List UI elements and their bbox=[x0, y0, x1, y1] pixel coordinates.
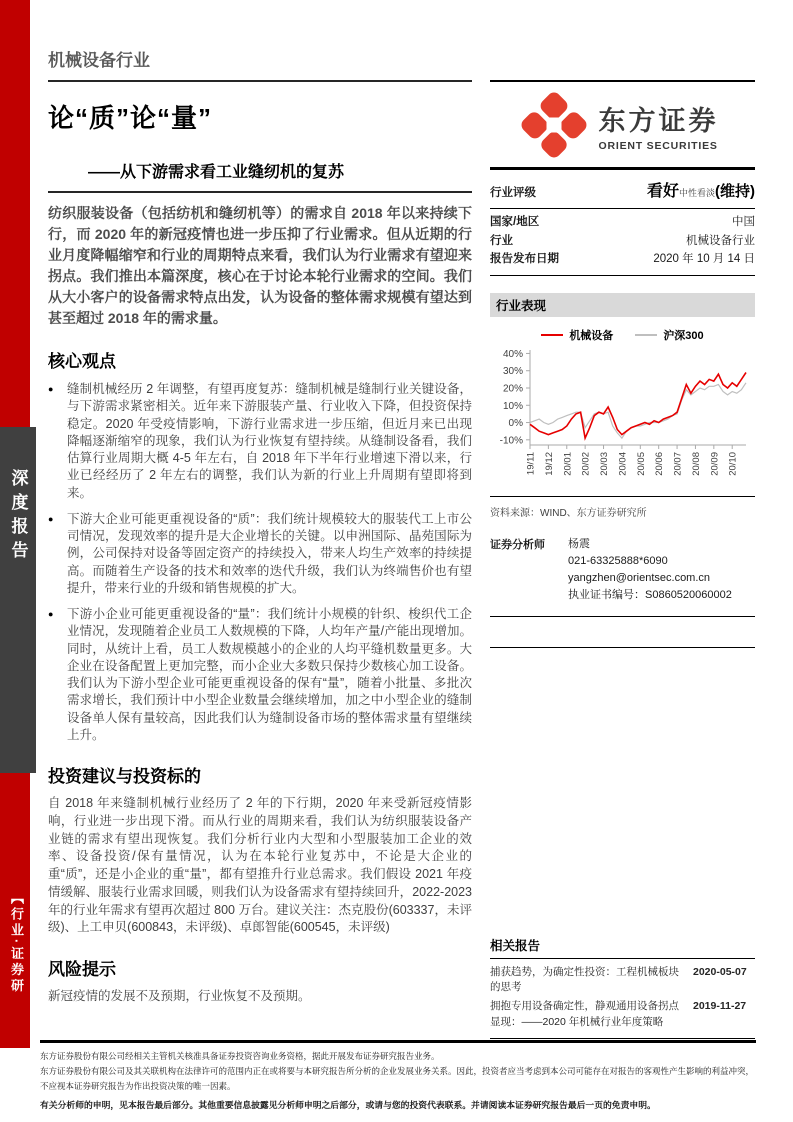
chart-tick-label: 20/05 bbox=[635, 451, 647, 476]
report-summary: 纺织服装设备（包括纺机和缝纫机等）的需求自 2018 年以来持续下行，而 2020 年的新冠疫情也进一步压抑了行业需求。但从近期的行业月度降幅缩窄和行业的周期特点来看，我们认为行业需求有望迎来拐点。我们推出本篇深度，核心在于讨论本轮行业需求的空间。我们从大小客户的设备需求特点出发，认为设备的整体需求规模有望达到甚至超过 2018 年的需求量。 bbox=[48, 205, 472, 326]
related-report-date: 2020-05-07 bbox=[693, 966, 747, 978]
core-view-bullet: ● 下游小企业可能更重视设备的“量”：我们统计小规模的针织、梭织代工企业情况，发现随着企业员工人数规模的下降，人均年产量/产能出现增加。同时，从统计上看，员工人数规模越小的企业的人均平缝机数量更多。大企业在设备配置上更加完整，而小企业大多数只保持少数核心加工设备。我们认为下游小型企业可能更重视设备的保有“量”，随着小批量、多批次需求增长，我们预计中小型企业数量会继续增加，加之中小型企业的缝制设备单人保有量较高，因此我们认为缝制设备市场的整体需求量有望继续上升。 bbox=[48, 606, 472, 744]
sidebar-report-type-band bbox=[0, 427, 36, 773]
chart-tick-label: 19/11 bbox=[525, 451, 537, 475]
chart-tick-label: 20/03 bbox=[599, 451, 611, 476]
chart-tick-label: 20/04 bbox=[617, 451, 629, 476]
divider bbox=[48, 191, 472, 193]
chart-source: 资料来源：WIND、东方证券研究所 bbox=[490, 507, 647, 519]
related-reports-heading: 相关报告 bbox=[490, 936, 755, 959]
divider bbox=[490, 496, 755, 497]
main-column bbox=[48, 40, 472, 1006]
meta-row-value: 机械设备行业 bbox=[686, 234, 755, 247]
report-title: 论“质”论“量” bbox=[48, 103, 213, 133]
chart-tick-label: 30% bbox=[502, 366, 523, 378]
chart-series-机械设备 bbox=[530, 372, 746, 438]
chart-legend bbox=[490, 327, 755, 343]
analyst-phone: 021-63325888*6090 bbox=[568, 554, 668, 567]
related-report-item[interactable] bbox=[490, 963, 755, 997]
orient-securities-logo-icon bbox=[518, 90, 589, 161]
chart-tick-label: 20/06 bbox=[654, 451, 666, 476]
chart-tick-label: 10% bbox=[502, 400, 523, 412]
chart-tick-label: -10% bbox=[499, 435, 523, 447]
investment-advice-heading: 投资建议与投资标的 bbox=[48, 767, 201, 786]
chart-tick-label: 0% bbox=[508, 417, 523, 429]
legend-swatch-machinery bbox=[541, 334, 563, 336]
analyst-email[interactable]: yangzhen@orientsec.com.cn bbox=[568, 571, 711, 584]
core-view-bullet: ● 缝制机械经历 2 年调整，有望再度复苏：缝制机械是缝制行业关键设备，与下游需求紧密相关。近年来下游服装产量、行业收入下降，但投资保持稳定。2020 年受疫情影响，下游行业需求进一步压缩，但近月来已出现降幅逐渐缩窄的现象，我们认为行业恢复有望持续。从缝制设备看，我们估算行业周期大概 4-5 年左右，自 2018 年下半年行业增速下滑以来，行业已经经历了 2 年左右的调整，我们认为新的行业上升周期有望即将到来。 bbox=[48, 381, 472, 502]
industry-rating-row bbox=[490, 170, 755, 209]
report-type-label: 深度报告 bbox=[8, 469, 28, 565]
analyst-block bbox=[490, 536, 755, 604]
investment-advice-body: 自 2018 年来缝制机械行业经历了 2 年的下行期，2020 年来受新冠疫情影响，行业进一步出现下滑。而从行业的周期来看，我们认为纺织服装设备产业链的需求有望出现恢复。我们分析行业内大型和小型服装加工企业的效率、设备投资/保有量情况，认为在本轮行业复苏中，不论是大企业的重“质”，还是小企业的重“量”，都有望推升行业总需求。我们假设 2021 年疫情缓解、服装行业需求回暖，则我们认为设备需求有望持续回升，2022-2023 年的行业年需求有望再次超过 800 万台。建议关注：杰克股份(603337，未评级)、上工申贝(600843，未评级)、卓郎智能(600545，未评级) bbox=[48, 796, 472, 935]
rating-option-neutral: 中性 bbox=[678, 188, 697, 198]
divider bbox=[490, 616, 755, 617]
right-column bbox=[490, 80, 755, 1028]
chart-tick-label: 20% bbox=[502, 383, 523, 395]
risk-heading: 风险提示 bbox=[48, 960, 116, 979]
divider bbox=[490, 647, 755, 648]
meta-rows bbox=[490, 209, 755, 276]
core-view-bullet: ● 下游大企业可能更重视设备的“质”：我们统计规模较大的服装代工上市公司情况，发现效率的提升是大企业增长的关键。以申洲国际、晶苑国际为例，公司保持对设备等固定资产的持续投入，带来人均生产效率的持续提高。而随着生产设备的技术和效率的迭代升级，我们认为终端售价也有望提升，带来行业的升级和销售规模的扩大。 bbox=[48, 511, 472, 597]
meta-row bbox=[490, 213, 755, 232]
meta-row-value: 2020 年 10 月 14 日 bbox=[653, 253, 755, 266]
chart-tick-label: 20/10 bbox=[727, 451, 739, 476]
chart-tick-label: 20/09 bbox=[709, 451, 721, 476]
meta-row-value: 中国 bbox=[732, 216, 755, 228]
analyst-cert: 执业证书编号：S0860520060002 bbox=[568, 589, 732, 602]
meta-row bbox=[490, 250, 755, 269]
disclaimer-line-3: 有关分析师的申明，见本报告最后部分。其他重要信息披露见分析师申明之后部分，或请与您的投资代表联系。并请阅读本证券研究报告最后一页的免责申明。 bbox=[40, 1099, 656, 1110]
chart-tick-label: 20/08 bbox=[690, 451, 702, 476]
industry-performance-chart bbox=[490, 345, 755, 492]
report-subtitle: ——从下游需求看工业缝纫机的复苏 bbox=[88, 164, 345, 181]
disclaimer-line-2: 东方证券股份有限公司及其关联机构在法律许可的范围内正在或将要与本研究报告所分析的企业发展业务关系。因此，投资者应当考虑到本公司可能存在对报告的客观性产生影响的利益冲突，不应视本证券研究报告为作出投资决策的唯一因素。 bbox=[40, 1065, 755, 1091]
meta-row-label: 行业 bbox=[490, 234, 513, 247]
brand-name-cn: 东方证券 bbox=[598, 105, 719, 136]
related-reports bbox=[490, 936, 755, 1039]
core-views-heading: 核心观点 bbox=[48, 352, 116, 371]
analyst-label: 证券分析师 bbox=[490, 538, 545, 551]
chart-tick-label: 20/01 bbox=[562, 451, 574, 476]
meta-row-label: 报告发布日期 bbox=[490, 253, 559, 266]
analyst-details bbox=[568, 536, 732, 604]
related-report-item[interactable] bbox=[490, 997, 755, 1031]
performance-header: 行业表现 bbox=[490, 293, 755, 317]
meta-row bbox=[490, 232, 755, 251]
brand-name-en: ORIENT SECURITIES bbox=[598, 139, 718, 152]
analyst-name: 杨震 bbox=[568, 537, 590, 550]
disclaimer-line-1: 东方证券股份有限公司经相关主管机关核准具备证券投资咨询业务资格，据此开展发布证券研究报告业务。 bbox=[40, 1051, 440, 1061]
rating-selected: 看好 bbox=[646, 183, 679, 200]
legend-label-csi300: 沪深300 bbox=[663, 329, 704, 342]
brand-text bbox=[599, 99, 719, 152]
sidebar-red-band-top bbox=[0, 0, 30, 427]
legend-item-machinery bbox=[541, 327, 613, 343]
rating-option-negative: 看淡 bbox=[696, 188, 715, 198]
core-views-list bbox=[48, 381, 472, 744]
chart-tick-label: 20/02 bbox=[580, 451, 592, 476]
legend-label-machinery: 机械设备 bbox=[569, 329, 614, 342]
related-report-title[interactable]: 捕获趋势，为确定性投资：工程机械板块的思考 bbox=[490, 966, 679, 994]
sidebar-red-band-bottom bbox=[0, 773, 30, 1048]
related-report-title[interactable]: 拥抱专用设备确定性，静观通用设备拐点显现：——2020 年机械行业年度策略 bbox=[490, 1000, 679, 1028]
industry-tag: 机械设备行业 bbox=[48, 51, 150, 70]
meta-row-label: 国家/地区 bbox=[490, 216, 540, 228]
chart-svg bbox=[490, 345, 752, 487]
disclaimer-footer bbox=[40, 1040, 756, 1113]
chart-tick-label: 40% bbox=[502, 348, 523, 360]
related-reports-list bbox=[490, 959, 755, 1039]
legend-swatch-csi300 bbox=[635, 334, 657, 336]
rating-label: 行业评级 bbox=[490, 187, 536, 199]
rating-value bbox=[647, 178, 755, 201]
related-report-date: 2019-11-27 bbox=[693, 1000, 747, 1013]
rating-maintained: (维持) bbox=[715, 183, 755, 200]
chart-tick-label: 20/07 bbox=[672, 451, 684, 476]
sidebar-category-label: 【行业·证券研 bbox=[9, 891, 24, 995]
brand-block bbox=[490, 80, 755, 170]
legend-item-csi300 bbox=[635, 327, 703, 343]
risk-body: 新冠疫情的发展不及预期，行业恢复不及预期。 bbox=[48, 989, 311, 1003]
chart-tick-label: 19/12 bbox=[543, 451, 555, 476]
divider bbox=[48, 80, 472, 82]
